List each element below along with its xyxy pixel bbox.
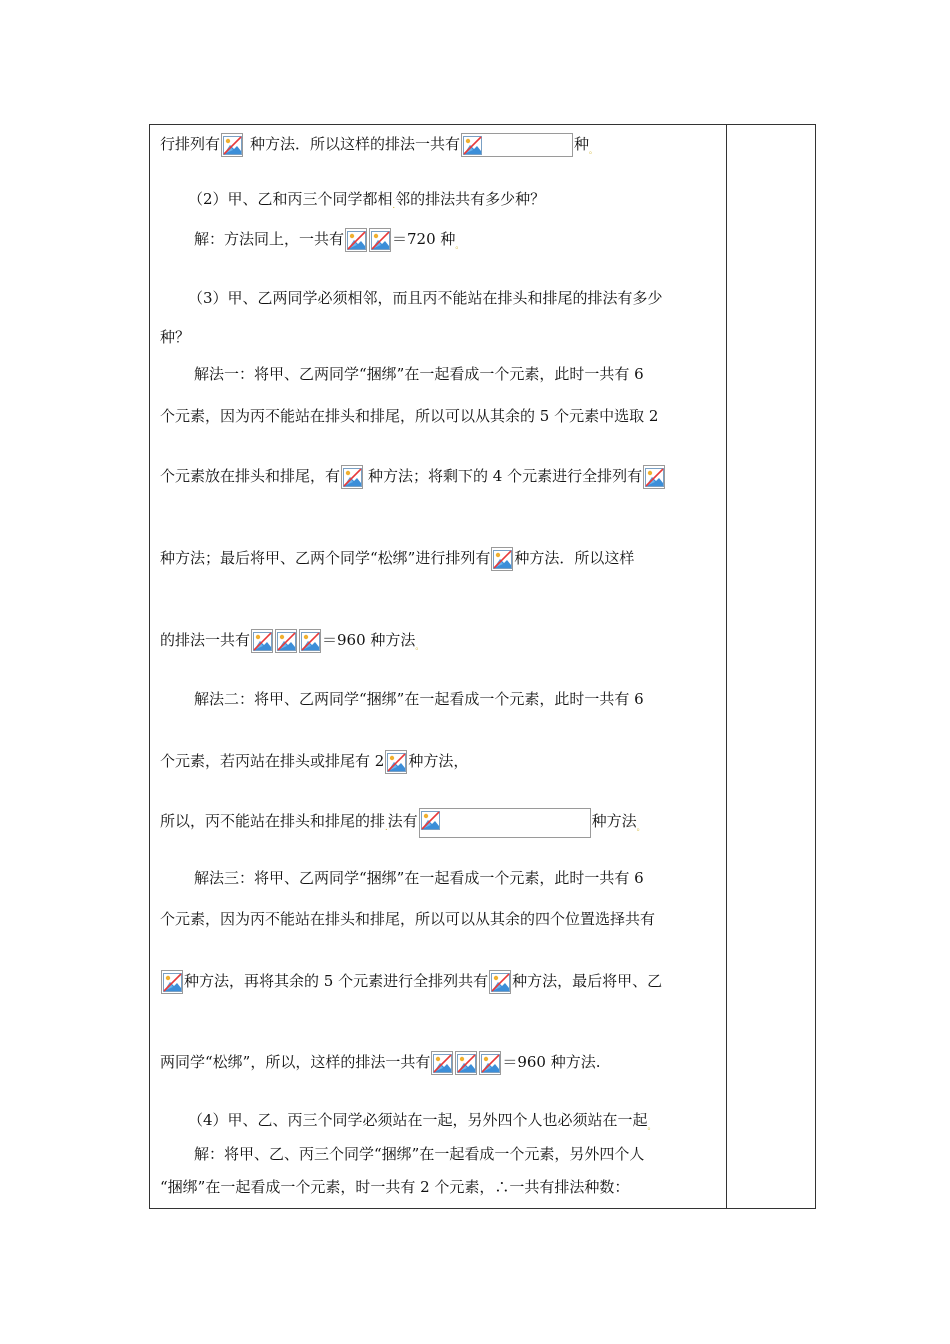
- method-1-line-2: 个元素，因为丙不能站在排头和排尾，所以可以从其余的 5 个元素中选取 2: [160, 407, 659, 425]
- broken-image-icon: [369, 228, 391, 252]
- broken-image-icon: [299, 629, 321, 653]
- answer-2: 解：方法同上，一共有 ＝720 种$_。$: [194, 230, 464, 250]
- question-2: （2）甲、乙和丙三个同学都相$_.$邻的排法共有多少种？: [188, 190, 546, 210]
- broken-image-icon: [431, 1051, 453, 1075]
- method-1-line-1: 解法一：将甲、乙两同学“捆绑”在一起看成一个元素，此时一共有 6: [194, 365, 644, 383]
- method-3-line-2: 个元素，因为丙不能站在排头和排尾，所以可以从其余的四个位置选择共有: [160, 910, 656, 928]
- broken-image-icon: [161, 970, 183, 994]
- broken-image-icon: [345, 228, 367, 252]
- method-3-line-1: 解法三：将甲、乙两同学“捆绑”在一起看成一个元素，此时一共有 6: [194, 869, 644, 887]
- method-2-line-1: 解法二：将甲、乙两同学“捆绑”在一起看成一个元素，此时一共有 6: [194, 690, 644, 708]
- column-divider: [726, 125, 727, 1208]
- question-4: （4）甲、乙、丙三个同学必须站在一起，另外四个人也必须站在一起$_。$: [188, 1111, 656, 1131]
- question-3-cont: 种？: [160, 328, 191, 346]
- text-line: 行排列有 种方法．所以这样的排法一共有 种$_。$: [160, 135, 598, 155]
- broken-image-icon: [275, 629, 297, 653]
- broken-image-icon: [341, 465, 363, 489]
- method-3-line-3: 种方法，再将其余的 5 个元素进行全排列共有 种方法，最后将甲、乙: [160, 970, 662, 994]
- broken-image-icon: [489, 970, 511, 994]
- broken-image-icon: [221, 133, 243, 157]
- method-1-line-3: 个元素放在排头和排尾，有 种方法；将剩下的 4 个元素进行全排列有: [160, 465, 666, 489]
- answer-4-line-1: 解：将甲、乙、丙三个同学“捆绑”在一起看成一个元素，另外四个人: [194, 1145, 645, 1163]
- broken-image-icon: [461, 133, 573, 157]
- method-1-line-5: 的排法一共有 ＝960 种方法$_。$: [160, 631, 424, 651]
- method-3-line-4: 两同学“松绑”，所以，这样的排法一共有 ＝960 种方法.: [160, 1051, 601, 1075]
- broken-image-icon: [251, 629, 273, 653]
- broken-image-icon: [491, 547, 513, 571]
- broken-image-icon: [479, 1051, 501, 1075]
- broken-image-icon: [455, 1051, 477, 1075]
- method-2-line-2: 个元素，若丙站在排头或排尾有 2 种方法，: [160, 750, 468, 774]
- broken-image-icon: [643, 465, 665, 489]
- question-3: （3）甲、乙两同学必须相邻，而且丙不能站在排头和排尾的排法有多少: [188, 289, 663, 307]
- layout-table: [149, 124, 816, 1209]
- method-1-line-4: 种方法；最后将甲、乙两个同学“松绑”进行排列有 种方法．所以这样: [160, 547, 634, 571]
- broken-image-icon: [385, 750, 407, 774]
- broken-image-icon: [419, 808, 591, 838]
- method-2-line-3: 所以，丙不能站在排头和排尾的排$_.$法有 种方法$_。$: [160, 808, 645, 839]
- answer-4-line-2: “捆绑”在一起看成一个元素，时一共有 2 个元素，∴一共有排法种数：: [160, 1178, 630, 1196]
